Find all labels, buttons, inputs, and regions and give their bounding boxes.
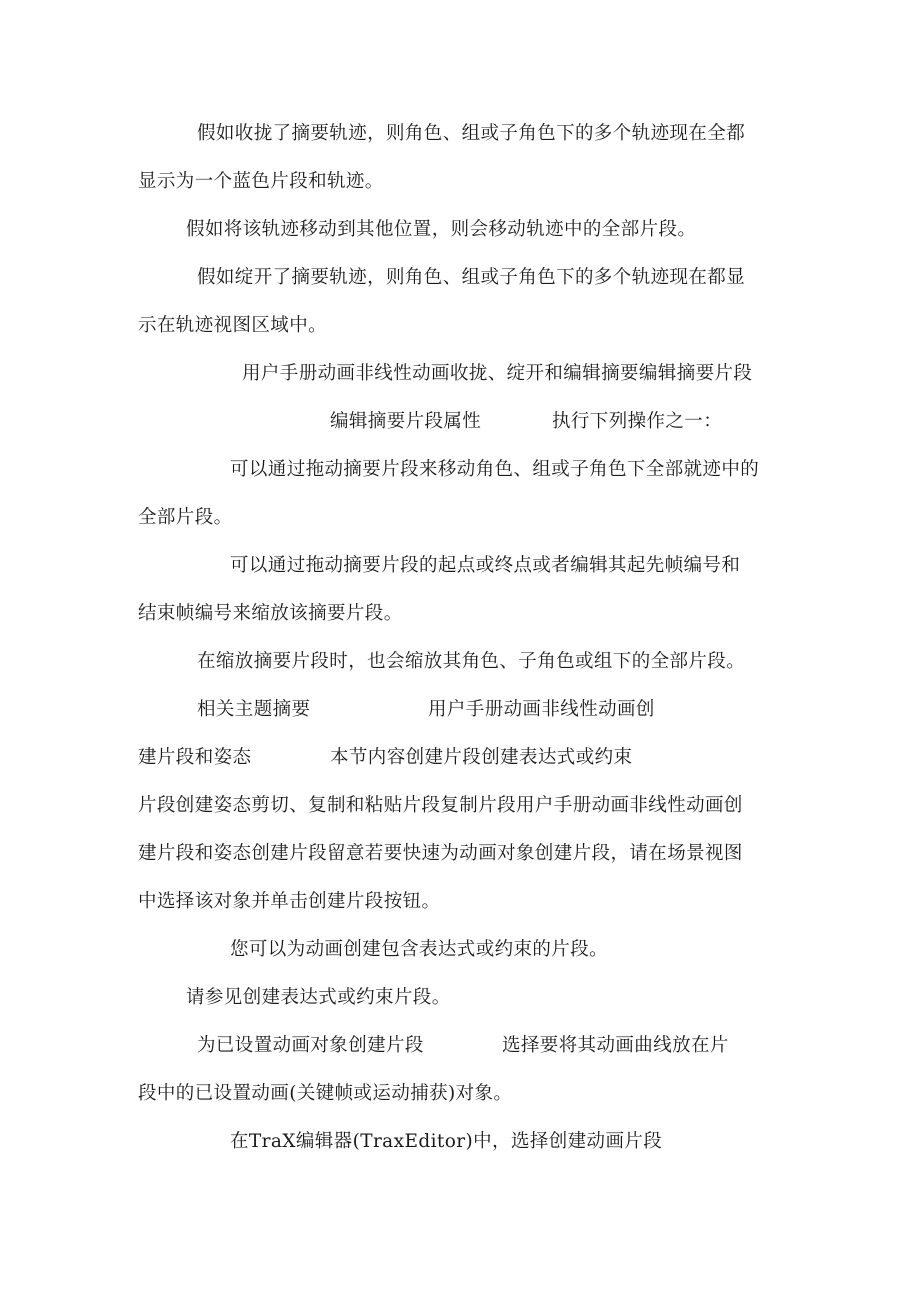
paragraph-line: 您可以为动画创建包含表达式或约束的片段。 xyxy=(230,939,609,960)
paragraph-line: 假如绽开了摘要轨迹，则角色、组或子角色下的多个轨迹现在都显 xyxy=(197,267,746,288)
section-heading: 编辑摘要片段属性 xyxy=(330,411,482,432)
section-instruction: 执行下列操作之一： xyxy=(552,411,723,432)
related-topic-link[interactable]: 建片段和姿态 xyxy=(138,747,252,768)
paragraph-line: 假如将该轨迹移动到其他位置，则会移动轨迹中的全部片段。 xyxy=(186,219,697,240)
section-contents: 本节内容创建片段创建表达式或约束 xyxy=(330,747,633,768)
paragraph-line: 结束帧编号来缩放该摘要片段。 xyxy=(138,603,403,624)
paragraph-line: 在缩放摘要片段时，也会缩放其角色、子角色或组下的全部片段。 xyxy=(197,651,746,672)
related-topic-link[interactable]: 用户手册动画非线性动画创 xyxy=(428,699,655,720)
paragraph-line: 段中的已设置动画(关键帧或运动捕获)对象。 xyxy=(138,1083,513,1104)
paragraph-line: 建片段和姿态创建片段留意若要快速为动画对象创建片段，请在场景视图 xyxy=(138,843,743,864)
paragraph-line: 在TraX编辑器(TraxEditor)中，选择创建动画片段 xyxy=(230,1131,663,1152)
paragraph-line: 全部片段。 xyxy=(138,507,233,528)
paragraph-line: 中选择该对象并单击创建片段按钮。 xyxy=(138,891,441,912)
subsection-heading: 为已设置动画对象创建片段 xyxy=(197,1035,424,1056)
paragraph-line: 可以通过拖动摘要片段来移动角色、组或子角色下全部就迹中的 xyxy=(230,459,760,480)
breadcrumb-line: 用户手册动画非线性动画收拢、绽开和编辑摘要编辑摘要片段 xyxy=(242,363,753,384)
paragraph-line: 假如收拢了摘要轨迹，则角色、组或子角色下的多个轨迹现在全都 xyxy=(197,123,746,144)
paragraph-line: 显示为一个蓝色片段和轨迹。 xyxy=(138,171,384,192)
related-topics-label: 相关主题摘要 xyxy=(197,699,311,720)
paragraph-line: 选择要将其动画曲线放在片 xyxy=(502,1035,729,1056)
paragraph-line: 片段创建姿态剪切、复制和粘贴片段复制片段用户手册动画非线性动画创 xyxy=(138,795,743,816)
paragraph-line: 请参见创建表达式或约束片段。 xyxy=(186,987,451,1008)
paragraph-line: 示在轨迹视图区域中。 xyxy=(138,315,328,336)
paragraph-line: 可以通过拖动摘要片段的起点或终点或者编辑其起先帧编号和 xyxy=(230,555,741,576)
